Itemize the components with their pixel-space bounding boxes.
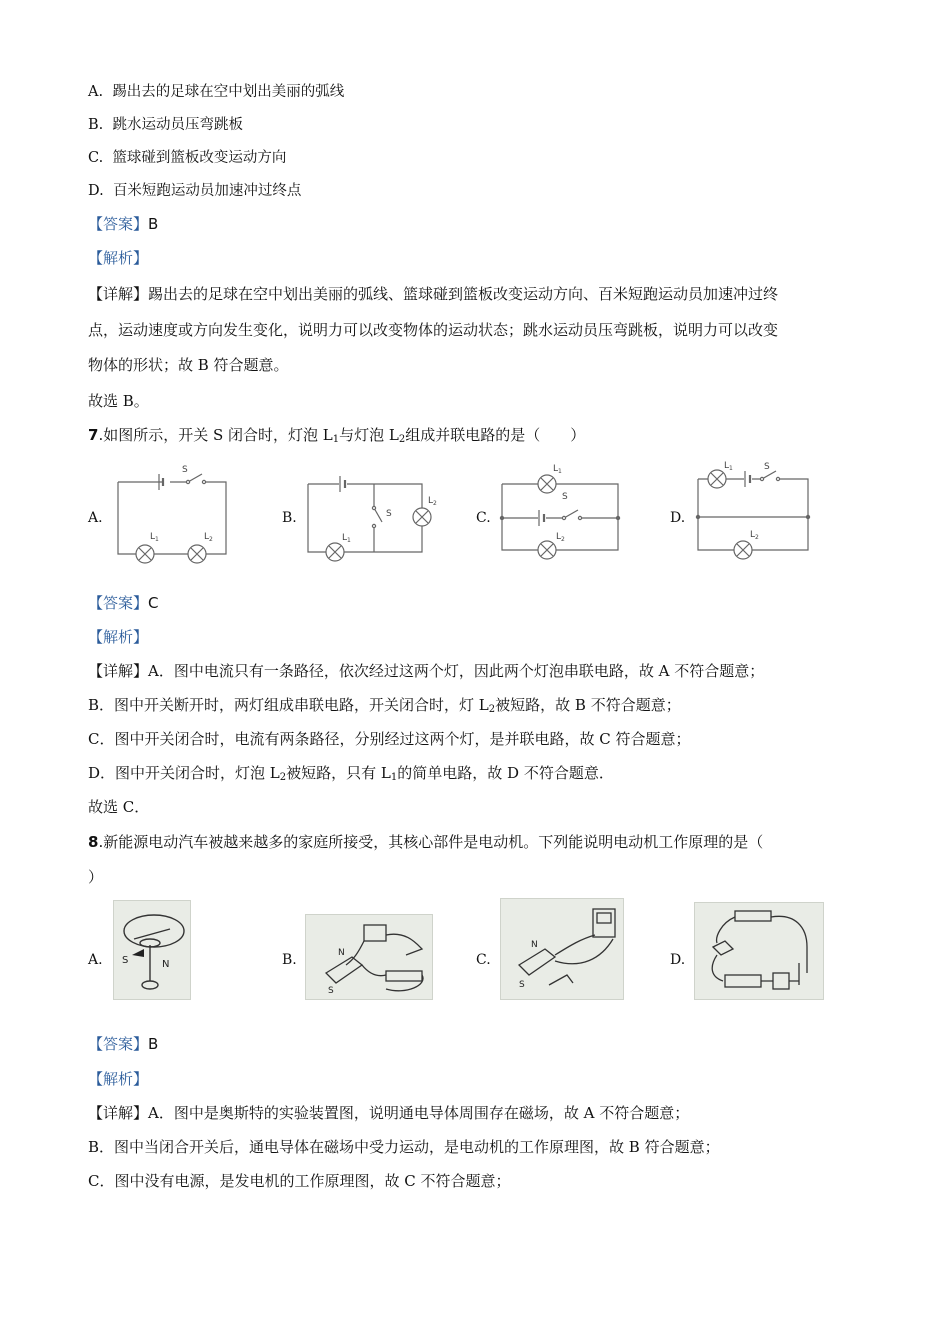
q6-detail-line-3: 物体的形状；故 B 符合题意。 [88, 356, 289, 374]
q8-photo-a [113, 900, 191, 1000]
svg-text:S: S [519, 980, 525, 990]
svg-text:S: S [122, 955, 129, 966]
q7-figure-d-label: D. [670, 510, 686, 526]
q8-detail-a: 【详解】A．图中是奥斯特的实验装置图，说明通电导体周围存在磁场，故 A 不符合题意； [88, 1104, 690, 1122]
analysis-tag: 【解析】 [88, 628, 149, 646]
lamp-l2-label: $L_2$ [204, 532, 213, 543]
q7-detail-c: C．图中开关闭合时，电流有两条路径，分别经过这两个灯，是并联电路，故 C 符合题意； [88, 730, 691, 748]
switch-s-label: S [182, 465, 188, 475]
q7-circuit-a [110, 458, 235, 568]
q6-detail-line-2: 点，运动速度或方向发生变化，说明力可以改变物体的运动状态；跳水运动员压弯跳板，说明力可以改变 [88, 321, 779, 339]
question-number: 8 [88, 833, 99, 851]
answer-tag: 【答案】 [88, 594, 149, 612]
answer-tag: 【答案】 [88, 1035, 149, 1053]
q6-option-a: A. 踢出去的足球在空中划出美丽的弧线 [88, 84, 345, 100]
q7-analysis [88, 627, 148, 647]
answer-value: B [148, 1035, 159, 1053]
svg-text:S: S [328, 986, 334, 996]
lamp-l1-label: $L_1$ [553, 464, 562, 475]
svg-text:N: N [531, 940, 538, 950]
analysis-tag: 【解析】 [88, 1070, 149, 1088]
answer-value: C [148, 594, 159, 612]
q8-figure-b-label: B. [282, 952, 297, 968]
q8-photo-d [694, 902, 824, 1000]
q6-detail-line-1: 【详解】踢出去的足球在空中划出美丽的弧线、篮球碰到篮板改变运动方向、百米短跑运动员加速冲过终 [88, 285, 779, 303]
electromagnet-circuit-image [695, 903, 823, 999]
lamp-l1-label: $L_1$ [724, 461, 733, 472]
q8-photo-c [500, 898, 624, 1000]
q6-conclusion: 故选 B。 [88, 392, 149, 410]
q7-stem: 7.如图所示，开关 S 闭合时，灯泡 $L_1$与灯泡 $L_2$组成并联电路的是（ ） [88, 426, 586, 445]
q8-figure-d-label: D. [670, 952, 686, 968]
detail-tag: 【详解】 [88, 285, 149, 303]
q8-answer [88, 1034, 158, 1054]
q6-option-c: C. 篮球碰到篮板改变运动方向 [88, 150, 287, 166]
answer-tag: 【答案】 [88, 215, 149, 233]
lamp-l1-label: $L_1$ [150, 532, 159, 543]
lamp-l2-label: $L_2$ [556, 532, 565, 543]
switch-s-label: S [562, 492, 568, 502]
q7-conclusion: 故选 C． [88, 798, 150, 816]
q7-answer [88, 593, 159, 613]
q7-detail-a: 【详解】A．图中电流只有一条路径，依次经过这两个灯，因此两个灯泡串联电路，故 A 不符合题意； [88, 662, 765, 680]
lamp-l2-label: $L_2$ [750, 530, 759, 541]
q7-detail-b: B．图中开关断开时，两灯组成串联电路，开关闭合时，灯 $L_2$被短路，故 B 不符合题意； [88, 696, 681, 715]
q8-detail-b: B．图中当闭合开关后，通电导体在磁场中受力运动，是电动机的工作原理图，故 B 符合题意； [88, 1138, 720, 1156]
question-number: 7 [88, 426, 99, 444]
q7-circuit-c [498, 460, 623, 568]
q8-photo-b [305, 914, 433, 1000]
svg-text:N: N [338, 948, 345, 958]
lamp-l1-label: $L_1$ [342, 533, 351, 544]
analysis-tag: 【解析】 [88, 249, 149, 267]
q7-figure-a-label: A. [88, 510, 103, 526]
switch-s-label: S [386, 509, 392, 519]
svg-text:N: N [162, 959, 170, 970]
q7-detail-d: D．图中开关闭合时，灯泡 $L_2$被短路，只有 $L_1$的简单电路，故 D 不符合题意． [88, 764, 614, 783]
q8-stem-line-2: ） [88, 868, 104, 886]
lamp-l2-label: $L_2$ [428, 496, 437, 507]
q7-circuit-b [302, 470, 442, 570]
q8-stem-line-1: 8.新能源电动汽车被越来越多的家庭所接受，其核心部件是电动机。下列能说明电动机工作原理的是（ [88, 833, 764, 851]
oersted-apparatus-image [114, 901, 190, 999]
q7-figure-b-label: B. [282, 510, 297, 526]
answer-value: B [148, 215, 159, 233]
q8-analysis [88, 1069, 148, 1089]
q8-figure-a-label: A. [88, 952, 103, 968]
switch-s-label: S [764, 462, 770, 472]
motor-principle-image [306, 915, 432, 999]
q8-figure-c-label: C. [476, 952, 491, 968]
q6-option-b: B. 跳水运动员压弯跳板 [88, 117, 243, 133]
detail-tag: 【详解】 [88, 1104, 149, 1122]
q8-detail-c: C．图中没有电源，是发电机的工作原理图，故 C 不符合题意； [88, 1172, 511, 1190]
generator-principle-image [501, 899, 623, 999]
q6-option-d: D. 百米短跑运动员加速冲过终点 [88, 183, 302, 199]
q6-analysis [88, 248, 148, 268]
q7-circuit-d [692, 455, 817, 567]
q6-answer [88, 214, 158, 234]
q7-figure-c-label: C. [476, 510, 491, 526]
detail-tag: 【详解】 [88, 662, 149, 680]
